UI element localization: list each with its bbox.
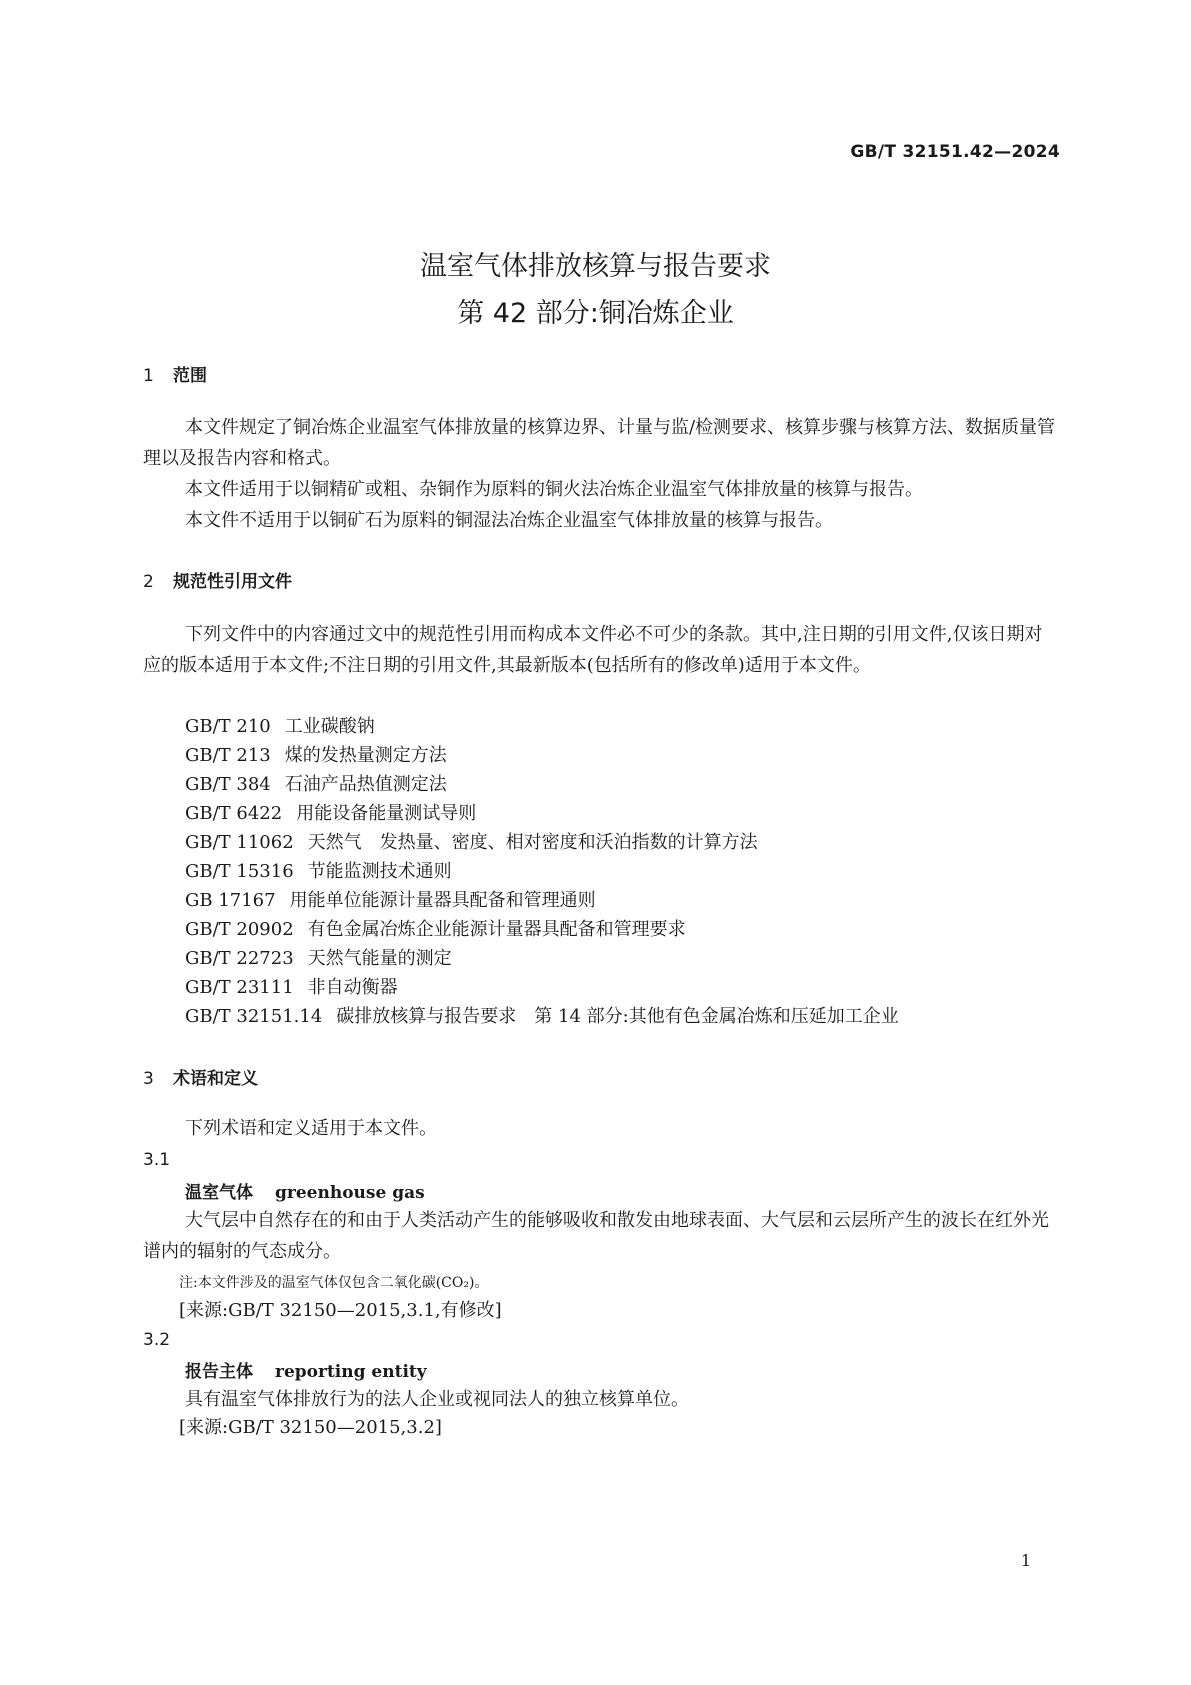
paragraph: 下列术语和定义适用于本文件。 (185, 1118, 437, 1139)
term-number: 3.1 (143, 1150, 171, 1170)
reference-item (185, 915, 686, 941)
paragraph: 本文件适用于以铜精矿或粗、杂铜作为原料的铜火法冶炼企业温室气体排放量的核算与报告。 (185, 479, 923, 500)
reference-item (185, 799, 476, 825)
term-zh: 报告主体 (185, 1362, 253, 1382)
standard-number: GB/T 32151.42—2024 (850, 142, 1060, 162)
reference-title: 煤的发热量测定方法 (284, 745, 447, 766)
reference-title: 非自动衡器 (307, 977, 398, 998)
reference-code: GB/T 11062 (185, 832, 294, 853)
section-title: 术语和定义 (173, 1069, 258, 1089)
reference-title: 节能监测技术通则 (307, 861, 452, 882)
reference-item (185, 1002, 899, 1028)
term-definition: 具有温室气体排放行为的法人企业或视同法人的独立核算单位。 (185, 1389, 689, 1410)
reference-item (185, 770, 447, 796)
reference-title: 工业碳酸钠 (284, 716, 375, 737)
term-en: greenhouse gas (275, 1183, 425, 1203)
reference-title: 碳排放核算与报告要求 第 14 部分:其他有色金属冶炼和压延加工企业 (336, 1006, 899, 1027)
document-subtitle: 第 42 部分:铜冶炼企业 (457, 298, 734, 329)
section-title: 规范性引用文件 (173, 572, 292, 592)
section-heading-scope (143, 361, 207, 386)
section-heading-normative-references (143, 567, 292, 592)
term-source: [来源:GB/T 32150—2015,3.1,有修改] (179, 1300, 502, 1321)
reference-code: GB/T 32151.14 (185, 1006, 323, 1027)
reference-item (185, 973, 398, 999)
section-number: 1 (143, 366, 154, 386)
reference-code: GB/T 384 (185, 774, 271, 795)
term-number: 3.2 (143, 1330, 171, 1350)
term-zh: 温室气体 (185, 1183, 253, 1203)
term-heading (185, 1178, 425, 1203)
reference-item (185, 857, 452, 883)
section-title: 范围 (173, 366, 207, 386)
paragraph: 本文件规定了铜冶炼企业温室气体排放量的核算边界、计量与监/检测要求、核算步骤与核算方法、数据质量管理以及报告内容和格式。 (143, 417, 1056, 469)
term-source: [来源:GB/T 32150—2015,3.2] (179, 1417, 442, 1438)
document-title: 温室气体排放核算与报告要求 (420, 251, 771, 282)
reference-title: 天然气 发热量、密度、相对密度和沃泊指数的计算方法 (307, 832, 758, 853)
reference-code: GB 17167 (185, 890, 276, 911)
reference-title: 天然气能量的测定 (307, 948, 452, 969)
section-number: 3 (143, 1069, 154, 1089)
term-heading (185, 1357, 427, 1382)
reference-code: GB/T 15316 (185, 861, 294, 882)
term-definition: 大气层中自然存在的和由于人类活动产生的能够吸收和散发由地球表面、大气层和云层所产生的波长在红外光谱内的辐射的气态成分。 (143, 1210, 1049, 1262)
reference-item (185, 828, 758, 854)
reference-title: 有色金属冶炼企业能源计量器具配备和管理要求 (307, 919, 686, 940)
reference-item (185, 944, 452, 970)
reference-item (185, 886, 596, 912)
reference-code: GB/T 23111 (185, 977, 294, 998)
term-note: 注:本文件涉及的温室气体仅包含二氧化碳(CO₂)。 (179, 1275, 489, 1291)
reference-code: GB/T 6422 (185, 803, 283, 824)
reference-item (185, 712, 375, 738)
term-en: reporting entity (275, 1362, 427, 1382)
page-number: 1 (1020, 1551, 1031, 1570)
reference-code: GB/T 213 (185, 745, 271, 766)
reference-title: 用能设备能量测试导则 (296, 803, 477, 824)
paragraph: 下列文件中的内容通过文中的规范性引用而构成本文件必不可少的条款。其中,注日期的引用文件,仅该日期对应的版本适用于本文件;不注日期的引用文件,其最新版本(包括所有的修改单)适用于本文件。 (143, 624, 1043, 676)
reference-code: GB/T 20902 (185, 919, 294, 940)
section-heading-terms (143, 1064, 258, 1089)
reference-item (185, 741, 447, 767)
reference-title: 用能单位能源计量器具配备和管理通则 (289, 890, 596, 911)
section-number: 2 (143, 572, 154, 592)
paragraph: 本文件不适用于以铜矿石为原料的铜湿法冶炼企业温室气体排放量的核算与报告。 (185, 510, 833, 531)
reference-code: GB/T 210 (185, 716, 271, 737)
reference-code: GB/T 22723 (185, 948, 294, 969)
reference-title: 石油产品热值测定法 (284, 774, 447, 795)
